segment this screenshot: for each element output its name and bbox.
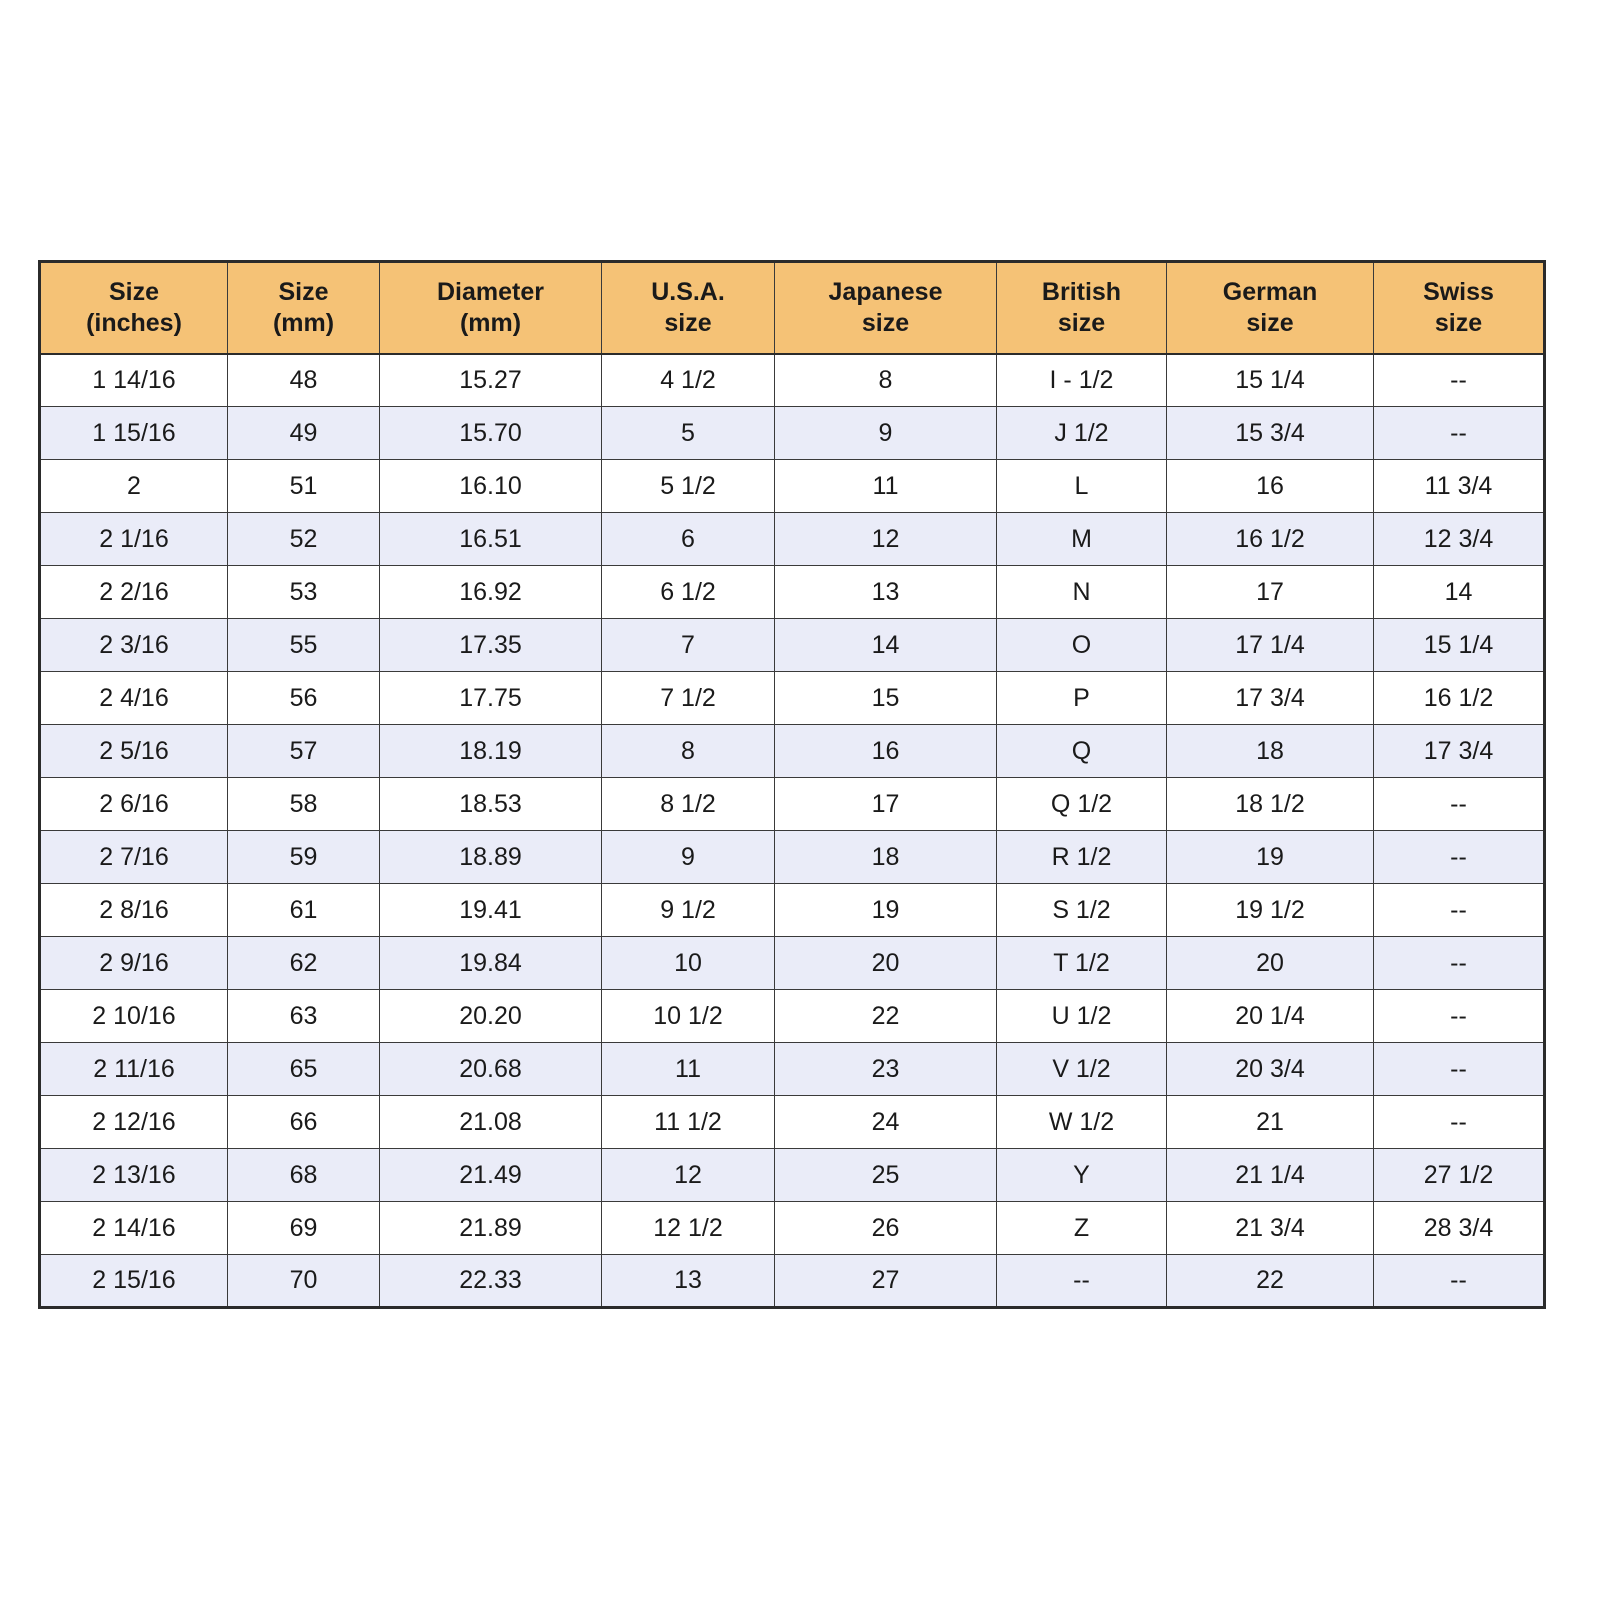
cell-swiss-size: 14	[1374, 566, 1545, 619]
cell-usa-size: 12	[602, 1149, 775, 1202]
cell-german-size: 17	[1167, 566, 1374, 619]
cell-german-size: 19 1/2	[1167, 884, 1374, 937]
cell-size-mm: 65	[228, 1043, 380, 1096]
cell-swiss-size: --	[1374, 407, 1545, 460]
table-header-row	[40, 262, 1545, 354]
cell-usa-size: 8	[602, 725, 775, 778]
cell-british-size: I - 1/2	[997, 354, 1167, 407]
cell-british-size: N	[997, 566, 1167, 619]
table-row	[40, 1255, 1545, 1308]
cell-british-size: S 1/2	[997, 884, 1167, 937]
cell-japanese-size: 22	[775, 990, 997, 1043]
cell-diameter-mm: 21.49	[380, 1149, 602, 1202]
cell-size-inches: 2 9/16	[40, 937, 228, 990]
cell-size-mm: 55	[228, 619, 380, 672]
cell-size-inches: 2 14/16	[40, 1202, 228, 1255]
cell-british-size: Q	[997, 725, 1167, 778]
cell-british-size: --	[997, 1255, 1167, 1308]
cell-size-inches: 2 4/16	[40, 672, 228, 725]
cell-diameter-mm: 21.89	[380, 1202, 602, 1255]
cell-swiss-size: --	[1374, 778, 1545, 831]
column-header-usa-size: U.S.A. size	[602, 262, 775, 354]
cell-size-mm: 57	[228, 725, 380, 778]
table-row	[40, 460, 1545, 513]
cell-japanese-size: 18	[775, 831, 997, 884]
cell-swiss-size: --	[1374, 990, 1545, 1043]
cell-diameter-mm: 19.84	[380, 937, 602, 990]
cell-diameter-mm: 21.08	[380, 1096, 602, 1149]
cell-size-mm: 56	[228, 672, 380, 725]
cell-usa-size: 10	[602, 937, 775, 990]
cell-british-size: O	[997, 619, 1167, 672]
table-row	[40, 831, 1545, 884]
cell-german-size: 20 3/4	[1167, 1043, 1374, 1096]
cell-german-size: 20	[1167, 937, 1374, 990]
cell-swiss-size: 12 3/4	[1374, 513, 1545, 566]
cell-usa-size: 11 1/2	[602, 1096, 775, 1149]
cell-japanese-size: 14	[775, 619, 997, 672]
cell-diameter-mm: 18.89	[380, 831, 602, 884]
cell-british-size: T 1/2	[997, 937, 1167, 990]
cell-british-size: R 1/2	[997, 831, 1167, 884]
cell-japanese-size: 24	[775, 1096, 997, 1149]
table-row	[40, 619, 1545, 672]
cell-diameter-mm: 18.53	[380, 778, 602, 831]
cell-german-size: 22	[1167, 1255, 1374, 1308]
cell-size-mm: 62	[228, 937, 380, 990]
cell-japanese-size: 23	[775, 1043, 997, 1096]
cell-usa-size: 6	[602, 513, 775, 566]
cell-japanese-size: 13	[775, 566, 997, 619]
column-header-german-size: German size	[1167, 262, 1374, 354]
cell-japanese-size: 19	[775, 884, 997, 937]
cell-size-inches: 2 3/16	[40, 619, 228, 672]
cell-diameter-mm: 17.75	[380, 672, 602, 725]
cell-german-size: 16 1/2	[1167, 513, 1374, 566]
cell-usa-size: 11	[602, 1043, 775, 1096]
cell-japanese-size: 25	[775, 1149, 997, 1202]
cell-size-inches: 1 14/16	[40, 354, 228, 407]
cell-german-size: 21 3/4	[1167, 1202, 1374, 1255]
table-header	[40, 262, 1545, 354]
cell-size-inches: 2 2/16	[40, 566, 228, 619]
cell-usa-size: 6 1/2	[602, 566, 775, 619]
table-row	[40, 354, 1545, 407]
cell-german-size: 21 1/4	[1167, 1149, 1374, 1202]
cell-usa-size: 7	[602, 619, 775, 672]
cell-size-mm: 61	[228, 884, 380, 937]
cell-german-size: 18 1/2	[1167, 778, 1374, 831]
table-row	[40, 1043, 1545, 1096]
cell-diameter-mm: 15.27	[380, 354, 602, 407]
cell-diameter-mm: 20.20	[380, 990, 602, 1043]
cell-size-inches: 2 11/16	[40, 1043, 228, 1096]
cell-diameter-mm: 22.33	[380, 1255, 602, 1308]
table-row	[40, 1202, 1545, 1255]
cell-size-inches: 1 15/16	[40, 407, 228, 460]
cell-german-size: 21	[1167, 1096, 1374, 1149]
cell-german-size: 17 3/4	[1167, 672, 1374, 725]
cell-german-size: 16	[1167, 460, 1374, 513]
table-body	[40, 354, 1545, 1308]
cell-swiss-size: --	[1374, 1255, 1545, 1308]
cell-usa-size: 7 1/2	[602, 672, 775, 725]
cell-diameter-mm: 17.35	[380, 619, 602, 672]
cell-swiss-size: 17 3/4	[1374, 725, 1545, 778]
cell-japanese-size: 11	[775, 460, 997, 513]
cell-swiss-size: --	[1374, 1096, 1545, 1149]
cell-usa-size: 4 1/2	[602, 354, 775, 407]
cell-swiss-size: 11 3/4	[1374, 460, 1545, 513]
cell-size-mm: 51	[228, 460, 380, 513]
table-row	[40, 1096, 1545, 1149]
cell-diameter-mm: 18.19	[380, 725, 602, 778]
table-row	[40, 672, 1545, 725]
cell-british-size: Q 1/2	[997, 778, 1167, 831]
cell-german-size: 19	[1167, 831, 1374, 884]
cell-swiss-size: --	[1374, 1043, 1545, 1096]
column-header-diameter-mm: Diameter (mm)	[380, 262, 602, 354]
cell-usa-size: 12 1/2	[602, 1202, 775, 1255]
cell-german-size: 20 1/4	[1167, 990, 1374, 1043]
cell-size-mm: 52	[228, 513, 380, 566]
table-row	[40, 1149, 1545, 1202]
table-row	[40, 778, 1545, 831]
cell-british-size: W 1/2	[997, 1096, 1167, 1149]
cell-british-size: P	[997, 672, 1167, 725]
ring-size-table	[38, 260, 1546, 1309]
cell-japanese-size: 16	[775, 725, 997, 778]
cell-german-size: 15 3/4	[1167, 407, 1374, 460]
ring-size-table-container	[38, 260, 1543, 1309]
table-row	[40, 407, 1545, 460]
cell-british-size: J 1/2	[997, 407, 1167, 460]
table-row	[40, 937, 1545, 990]
cell-swiss-size: 16 1/2	[1374, 672, 1545, 725]
table-row	[40, 990, 1545, 1043]
cell-size-inches: 2 15/16	[40, 1255, 228, 1308]
cell-british-size: L	[997, 460, 1167, 513]
cell-size-inches: 2 8/16	[40, 884, 228, 937]
cell-size-inches: 2 7/16	[40, 831, 228, 884]
cell-swiss-size: --	[1374, 831, 1545, 884]
cell-swiss-size: 27 1/2	[1374, 1149, 1545, 1202]
cell-usa-size: 9 1/2	[602, 884, 775, 937]
cell-usa-size: 5	[602, 407, 775, 460]
cell-british-size: M	[997, 513, 1167, 566]
cell-diameter-mm: 16.10	[380, 460, 602, 513]
cell-size-mm: 66	[228, 1096, 380, 1149]
cell-size-mm: 70	[228, 1255, 380, 1308]
cell-usa-size: 5 1/2	[602, 460, 775, 513]
cell-swiss-size: 15 1/4	[1374, 619, 1545, 672]
cell-usa-size: 10 1/2	[602, 990, 775, 1043]
column-header-japanese-size: Japanese size	[775, 262, 997, 354]
cell-swiss-size: --	[1374, 354, 1545, 407]
cell-size-mm: 59	[228, 831, 380, 884]
cell-size-mm: 68	[228, 1149, 380, 1202]
cell-diameter-mm: 16.51	[380, 513, 602, 566]
cell-british-size: U 1/2	[997, 990, 1167, 1043]
table-row	[40, 725, 1545, 778]
cell-japanese-size: 26	[775, 1202, 997, 1255]
cell-size-inches: 2 10/16	[40, 990, 228, 1043]
cell-japanese-size: 8	[775, 354, 997, 407]
column-header-swiss-size: Swiss size	[1374, 262, 1545, 354]
cell-size-inches: 2 5/16	[40, 725, 228, 778]
cell-usa-size: 9	[602, 831, 775, 884]
cell-usa-size: 13	[602, 1255, 775, 1308]
cell-size-inches: 2 12/16	[40, 1096, 228, 1149]
cell-japanese-size: 15	[775, 672, 997, 725]
cell-size-mm: 49	[228, 407, 380, 460]
cell-size-mm: 48	[228, 354, 380, 407]
cell-german-size: 18	[1167, 725, 1374, 778]
cell-german-size: 17 1/4	[1167, 619, 1374, 672]
cell-size-inches: 2 13/16	[40, 1149, 228, 1202]
cell-german-size: 15 1/4	[1167, 354, 1374, 407]
column-header-size-mm: Size (mm)	[228, 262, 380, 354]
cell-size-inches: 2 1/16	[40, 513, 228, 566]
cell-japanese-size: 20	[775, 937, 997, 990]
table-row	[40, 884, 1545, 937]
cell-japanese-size: 17	[775, 778, 997, 831]
cell-diameter-mm: 15.70	[380, 407, 602, 460]
column-header-british-size: British size	[997, 262, 1167, 354]
cell-size-inches: 2	[40, 460, 228, 513]
cell-swiss-size: --	[1374, 937, 1545, 990]
cell-swiss-size: --	[1374, 884, 1545, 937]
cell-british-size: Z	[997, 1202, 1167, 1255]
cell-japanese-size: 12	[775, 513, 997, 566]
cell-size-mm: 53	[228, 566, 380, 619]
cell-diameter-mm: 19.41	[380, 884, 602, 937]
cell-japanese-size: 9	[775, 407, 997, 460]
cell-usa-size: 8 1/2	[602, 778, 775, 831]
table-row	[40, 513, 1545, 566]
column-header-size-inches: Size (inches)	[40, 262, 228, 354]
cell-diameter-mm: 20.68	[380, 1043, 602, 1096]
cell-size-inches: 2 6/16	[40, 778, 228, 831]
cell-swiss-size: 28 3/4	[1374, 1202, 1545, 1255]
cell-japanese-size: 27	[775, 1255, 997, 1308]
cell-size-mm: 58	[228, 778, 380, 831]
cell-british-size: V 1/2	[997, 1043, 1167, 1096]
cell-british-size: Y	[997, 1149, 1167, 1202]
cell-size-mm: 69	[228, 1202, 380, 1255]
cell-size-mm: 63	[228, 990, 380, 1043]
cell-diameter-mm: 16.92	[380, 566, 602, 619]
table-row	[40, 566, 1545, 619]
